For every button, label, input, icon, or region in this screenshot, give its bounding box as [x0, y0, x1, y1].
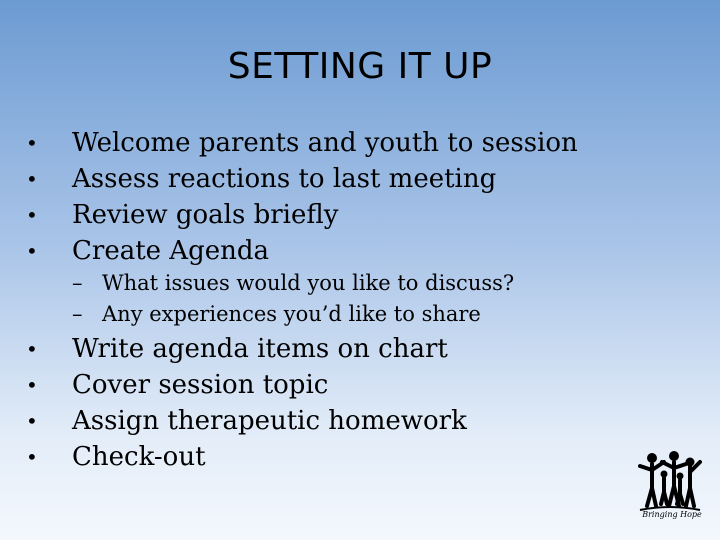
bullet-text: Cover session topic — [72, 370, 329, 400]
bullet-list-bottom — [26, 331, 467, 475]
bullet-list-top — [26, 125, 578, 269]
bullet-item — [26, 403, 467, 439]
sub-bullet-marker: – — [72, 302, 83, 326]
bullet-text: Check-out — [72, 442, 206, 472]
bullet-item — [26, 197, 578, 233]
bullet-text: Write agenda items on chart — [72, 334, 448, 364]
bullet-marker: • — [26, 409, 38, 433]
bullet-text: Assess reactions to last meeting — [72, 164, 497, 194]
sub-bullet-item — [72, 268, 514, 299]
sub-bullet-text: What issues would you like to discuss? — [102, 271, 515, 295]
bullet-item — [26, 233, 578, 269]
bullet-item — [26, 125, 578, 161]
bullet-text: Review goals briefly — [72, 200, 339, 230]
logo-text: Bringing Hope — [642, 510, 702, 519]
bullet-marker: • — [26, 239, 38, 263]
bullet-item — [26, 161, 578, 197]
bullet-marker: • — [26, 337, 38, 361]
bullet-item — [26, 331, 467, 367]
bullet-item — [26, 367, 467, 403]
bullet-item — [26, 439, 467, 475]
sub-bullet-text: Any experiences you’d like to share — [102, 302, 481, 326]
slide-title: SETTING IT UP — [227, 46, 493, 87]
bullet-text: Create Agenda — [72, 236, 270, 266]
sub-bullet-item — [72, 299, 514, 330]
sub-bullet-list — [72, 268, 514, 330]
bullet-marker: • — [26, 167, 38, 191]
bullet-text: Assign therapeutic homework — [72, 406, 467, 436]
bullet-marker: • — [26, 203, 38, 227]
bullet-text: Welcome parents and youth to session — [72, 128, 578, 158]
bullet-marker: • — [26, 131, 38, 155]
bullet-marker: • — [26, 445, 38, 469]
bullet-marker: • — [26, 373, 38, 397]
sub-bullet-marker: – — [72, 271, 83, 295]
